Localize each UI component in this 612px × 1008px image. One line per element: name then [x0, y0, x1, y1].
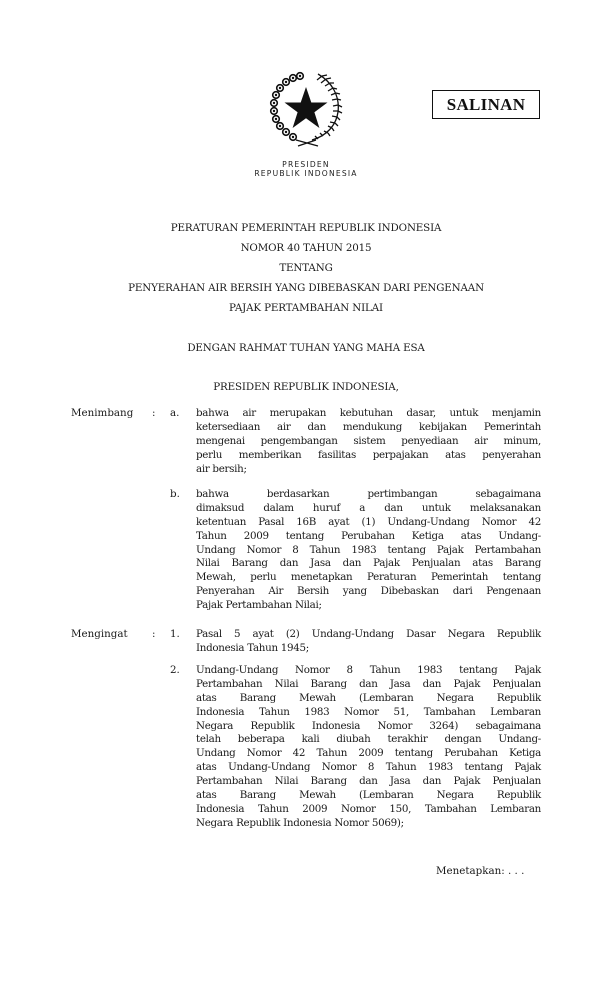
- blessing-line: DENGAN RAHMAT TUHAN YANG MAHA ESA: [187, 342, 425, 354]
- text-line: Negara Republik Indonesia Nomor 3264) sebagaimana: [196, 719, 541, 732]
- text-line: Indonesia Tahun 1983 Nomor 51, Tambahan Lembaran: [196, 705, 541, 718]
- mengingat-label: Mengingat: [71, 628, 128, 640]
- president-label-line1: PRESIDEN: [282, 160, 330, 169]
- text-line: Undang Nomor 42 Tahun 2009 tentang Perubahan Ketiga: [196, 747, 541, 760]
- text-line: Tahun 2009 tentang Perubahan Ketiga atas Undang-: [196, 529, 541, 542]
- text-line: ketentuan Pasal 16B ayat (1) Undang-Undang Nomor 42: [196, 515, 541, 528]
- salinan-stamp: SALINAN: [432, 90, 540, 119]
- title-line-regulation: PERATURAN PEMERINTAH REPUBLIK INDONESIA: [170, 222, 442, 234]
- text-line: mengenai pengembangan sistem penyediaan air minum,: [196, 434, 541, 447]
- text-line: Indonesia Tahun 1945;: [196, 641, 309, 654]
- item-marker-b: b.: [170, 488, 180, 500]
- menimbang-item-a: [196, 407, 541, 476]
- text-line: Indonesia Tahun 2009 Nomor 150, Tambahan Lembaran: [196, 802, 541, 815]
- mengingat-colon: :: [152, 628, 156, 640]
- text-line: Undang Nomor 8 Tahun 1983 tentang Pajak Pertambahan: [196, 543, 541, 556]
- text-line: Nilai Barang dan Jasa dan Pajak Penjualan atas Barang: [196, 557, 541, 570]
- title-line-number: NOMOR 40 TAHUN 2015: [240, 242, 372, 254]
- text-line: atas Barang Mewah (Lembaran Negara Republik: [196, 691, 541, 704]
- text-line: atas Undang-Undang Nomor 8 Tahun 1983 tentang Pajak: [196, 761, 541, 774]
- menimbang-item-b: [196, 488, 541, 613]
- menimbang-label: Menimbang: [71, 407, 134, 419]
- text-line: ketersediaan air dan mendukung kebijakan Pemerintah: [196, 420, 541, 433]
- continuation-catchword: Menetapkan: . . .: [436, 865, 525, 877]
- president-label-line2: REPUBLIK INDONESIA: [254, 169, 358, 178]
- document-title: [60, 218, 552, 318]
- text-line: telah beberapa kali diubah terakhir dengan Undang-: [196, 733, 541, 746]
- text-line: bahwa berdasarkan pertimbangan sebagaimana: [196, 488, 541, 500]
- text-line: Pertambahan Nilai Barang dan Jasa dan Pajak Penjualan: [196, 677, 541, 690]
- menimbang-colon: :: [152, 407, 156, 419]
- title-line-subject-2: PAJAK PERTAMBAHAN NILAI: [229, 302, 383, 314]
- title-line-subject-1: PENYERAHAN AIR BERSIH YANG DIBEBASKAN DARI PENGENAAN: [128, 282, 484, 294]
- item-marker-2: 2.: [170, 664, 180, 676]
- text-line: bahwa air merupakan kebutuhan dasar, untuk menjamin: [196, 407, 541, 419]
- text-line: atas Barang Mewah (Lembaran Negara Republik: [196, 789, 541, 802]
- text-line: dimaksud dalam huruf a dan untuk melaksanakan: [196, 501, 541, 514]
- mengingat-item-1: [196, 628, 541, 656]
- text-line: Mewah, perlu menetapkan Peraturan Pemerintah tentang: [196, 571, 541, 584]
- president-line: PRESIDEN REPUBLIK INDONESIA,: [213, 381, 399, 393]
- text-line: Pasal 5 ayat (2) Undang-Undang Dasar Negara Republik: [196, 628, 541, 640]
- item-marker-a: a.: [170, 407, 180, 419]
- title-line-tentang: TENTANG: [279, 262, 333, 274]
- text-line: Pertambahan Nilai Barang dan Jasa dan Pajak Penjualan: [196, 775, 541, 788]
- text-line: Undang-Undang Nomor 8 Tahun 1983 tentang Pajak: [196, 664, 541, 676]
- text-line: Penyerahan Air Bersih yang Dibebaskan dari Pengenaan: [196, 585, 541, 598]
- state-emblem-icon: [266, 68, 346, 148]
- text-line: air bersih;: [196, 462, 247, 475]
- text-line: Negara Republik Indonesia Nomor 5069);: [196, 816, 404, 829]
- mengingat-item-2: [196, 664, 541, 831]
- text-line: perlu memberikan fasilitas perpajakan atas penyerahan: [196, 448, 541, 461]
- item-marker-1: 1.: [170, 628, 180, 640]
- text-line: Pajak Pertambahan Nilai;: [196, 599, 322, 612]
